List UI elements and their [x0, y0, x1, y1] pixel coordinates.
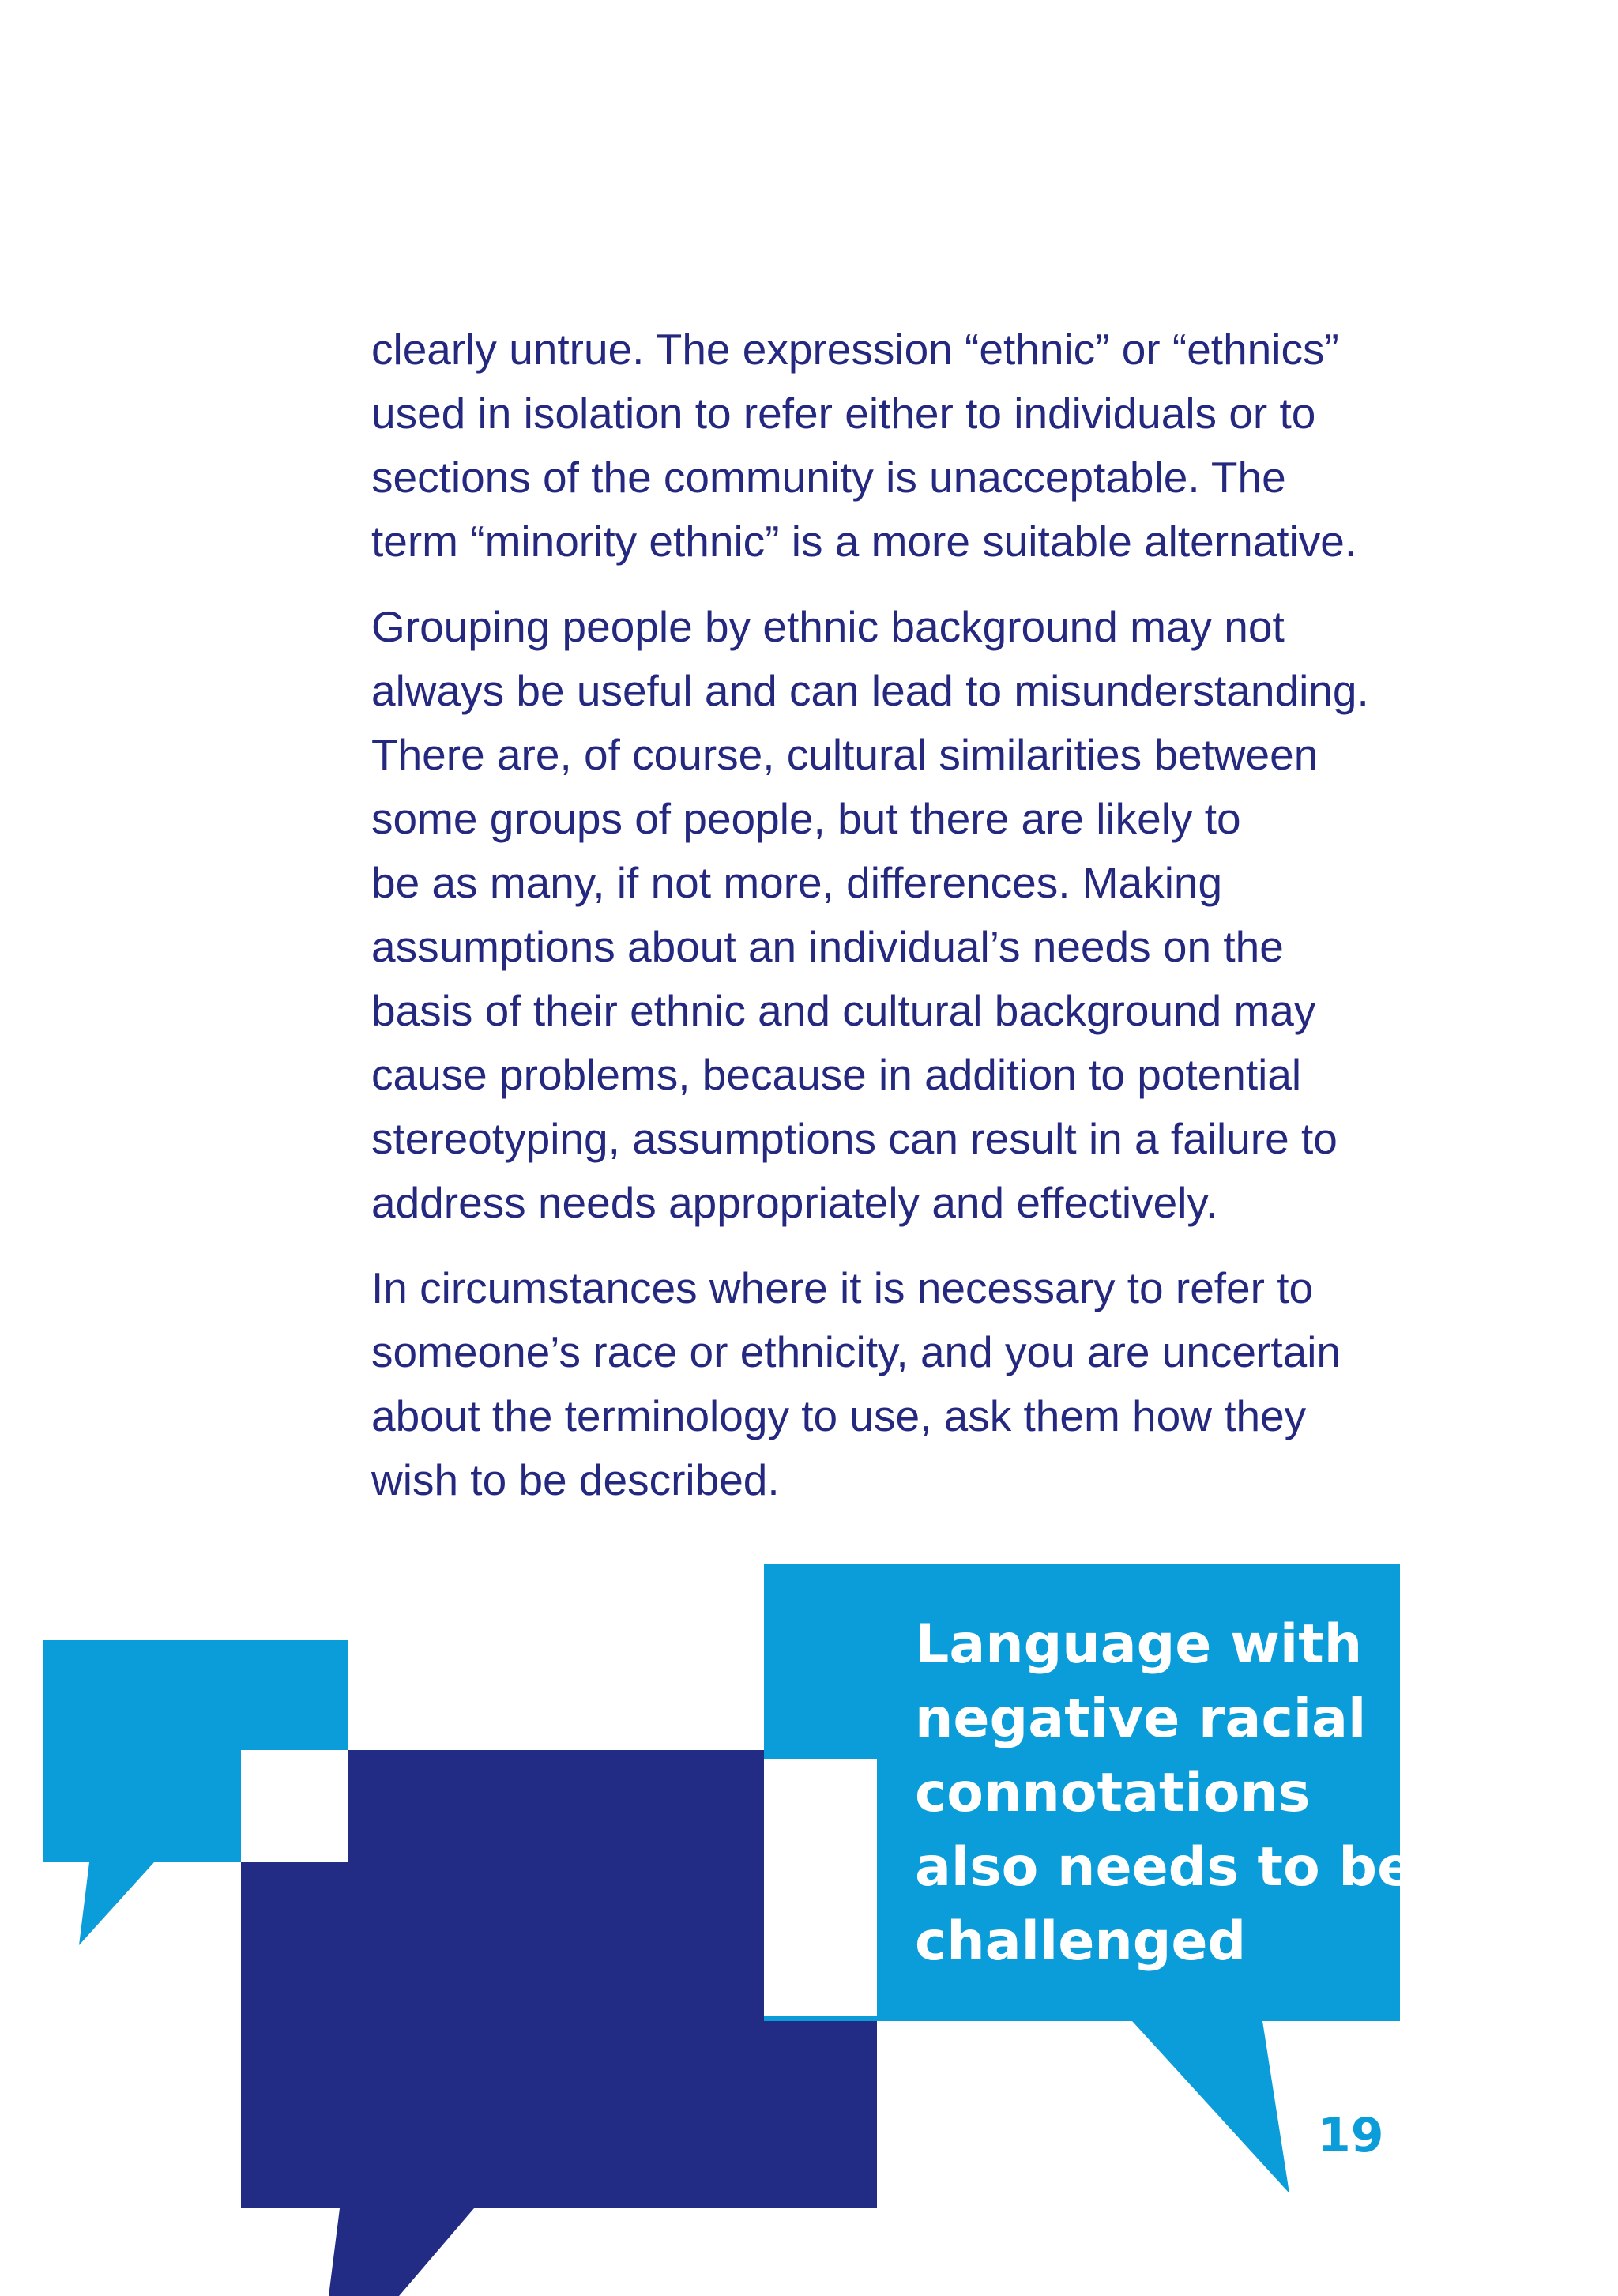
callout-line: connotations — [915, 1762, 1311, 1824]
text-line: always be useful and can lead to misunderstanding. — [371, 666, 1369, 715]
text-line: term “minority ethnic” is a more suitable alternative. — [371, 517, 1357, 566]
text-line: used in isolation to refer either to individuals or to — [371, 389, 1316, 438]
text-line: Grouping people by ethnic background may not — [371, 602, 1285, 651]
text-line: There are, of course, cultural similarities between — [371, 730, 1319, 779]
text-line: address needs appropriately and effectively. — [371, 1178, 1218, 1227]
page-number: 19 — [1318, 2108, 1384, 2163]
text-line: be as many, if not more, differences. Making — [371, 858, 1223, 907]
text-line: wish to be described. — [371, 1455, 780, 1504]
text-line: sections of the community is unacceptable. The — [371, 453, 1286, 502]
text-line: clearly untrue. The expression “ethnic” or “ethnics” — [371, 325, 1339, 374]
text-line: basis of their ethnic and cultural background may — [371, 986, 1316, 1035]
text-line: about the terminology to use, ask them how they — [371, 1391, 1307, 1440]
callout-line: negative racial — [915, 1688, 1367, 1750]
callout-line: challenged — [915, 1910, 1247, 1973]
white-overlap-square-right — [764, 1759, 877, 2016]
text-line: someone’s race or ethnicity, and you are uncertain — [371, 1327, 1341, 1376]
text-line: stereotyping, assumptions can result in a failure to — [371, 1114, 1338, 1163]
callout-line: also needs to be — [915, 1836, 1414, 1899]
callout-line: Language with — [915, 1613, 1363, 1676]
text-line: In circumstances where it is necessary to refer to — [371, 1263, 1314, 1312]
text-line: some groups of people, but there are likely to — [371, 794, 1241, 843]
callout-text — [915, 1608, 1414, 1979]
white-overlap-square-left — [241, 1750, 348, 1862]
text-line: assumptions about an individual’s needs on the — [371, 922, 1284, 971]
text-line: cause problems, because in addition to potential — [371, 1050, 1302, 1099]
